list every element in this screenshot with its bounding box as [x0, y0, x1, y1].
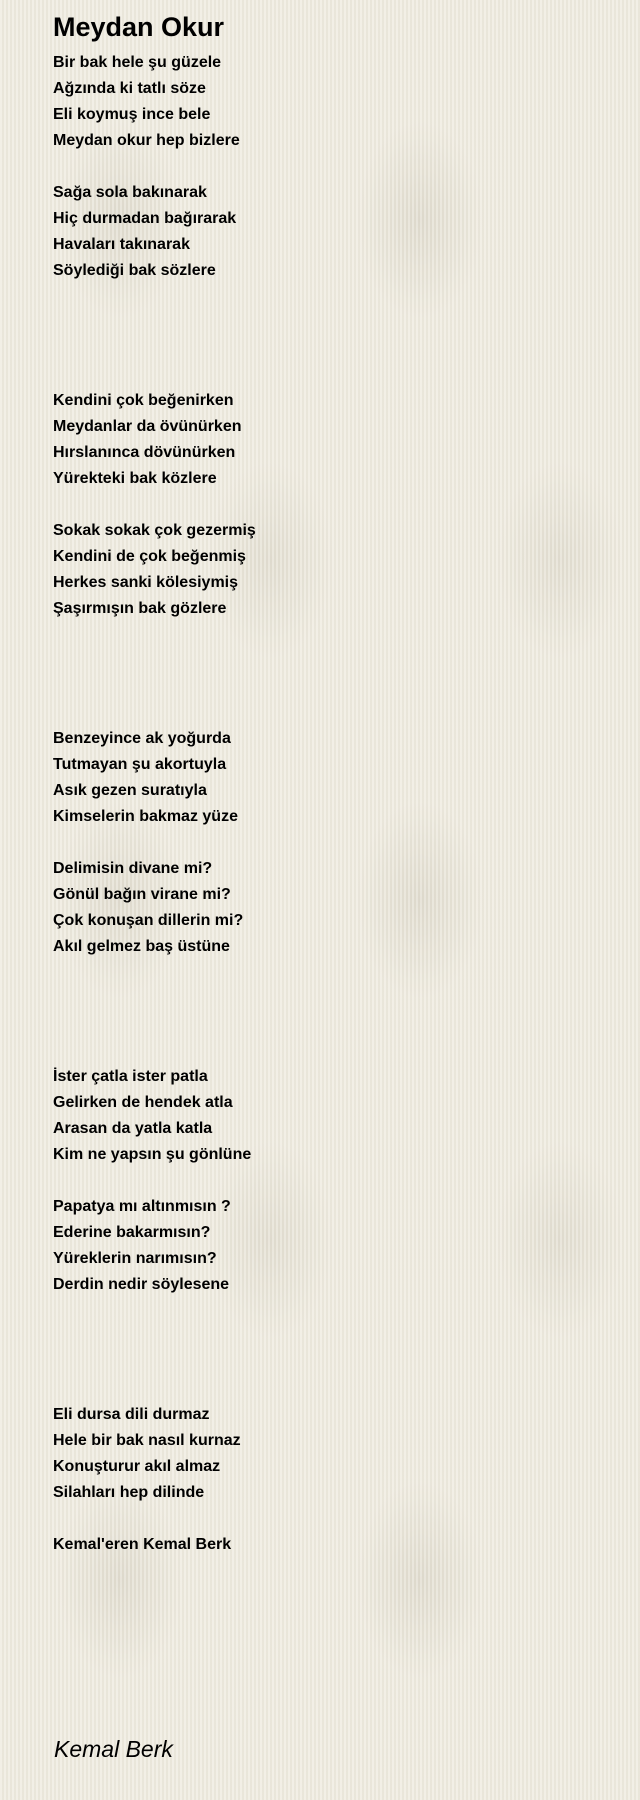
stanza-spacer [53, 830, 613, 856]
poem-title: Meydan Okur [53, 12, 225, 42]
poem-stanza-1 [53, 50, 613, 154]
poem-stanza-6 [53, 856, 613, 960]
poem-line: Hiç durmadan bağırarak [53, 210, 237, 227]
stanza-spacer [53, 1168, 613, 1194]
poem-stanza-2 [53, 180, 613, 284]
poem-line: Hele bir bak nasıl kurnaz [53, 1432, 241, 1449]
poem-line: Kendini çok beğenirken [53, 392, 234, 409]
poem-signature-line: Kemal'eren Kemal Berk [53, 1536, 232, 1553]
poem-line: Bir bak hele şu güzele [53, 54, 222, 71]
poem-line: Yüreklerin narımısın? [53, 1250, 217, 1267]
poem-line: Tutmayan şu akortuyla [53, 756, 227, 773]
poem-line: Konuşturur akıl almaz [53, 1458, 221, 1475]
poem-line: İster çatla ister patla [53, 1068, 208, 1085]
poem-line: Benzeyince ak yoğurda [53, 730, 231, 747]
stanza-spacer [53, 154, 613, 180]
poem-line: Ederine bakarmısın? [53, 1224, 211, 1241]
poem-author: Kemal Berk [54, 1736, 173, 1762]
verse-spacer [53, 960, 613, 1064]
verse-spacer [53, 284, 613, 388]
poem-line: Derdin nedir söylesene [53, 1276, 230, 1293]
poem-line: Kendini de çok beğenmiş [53, 548, 246, 565]
poem-container [53, 8, 613, 1558]
poem-line: Meydan okur hep bizlere [53, 132, 240, 149]
poem-line: Eli dursa dili durmaz [53, 1406, 210, 1423]
poem-line: Sağa sola bakınarak [53, 184, 207, 201]
poem-line: Akıl gelmez baş üstüne [53, 938, 230, 955]
poem-line: Papatya mı altınmısın ? [53, 1198, 231, 1215]
poem-line: Ağzında ki tatlı söze [53, 80, 206, 97]
poem-line: Arasan da yatla katla [53, 1120, 213, 1137]
poem-line: Delimisin divane mi? [53, 860, 213, 877]
poem-line: Çok konuşan dillerin mi? [53, 912, 244, 929]
poem-stanza-9 [53, 1402, 613, 1506]
poem-line: Gönül bağın virane mi? [53, 886, 231, 903]
poem-line: Sokak sokak çok gezermiş [53, 522, 256, 539]
poem-line: Eli koymuş ince bele [53, 106, 211, 123]
stanza-spacer [53, 1506, 613, 1532]
poem-line: Kim ne yapsın şu gönlüne [53, 1146, 252, 1163]
poem-line: Yürekteki bak közlere [53, 470, 217, 487]
poem-line: Meydanlar da övünürken [53, 418, 242, 435]
poem-stanza-8 [53, 1194, 613, 1298]
poem-stanza-7 [53, 1064, 613, 1168]
poem-line: Havaları takınarak [53, 236, 190, 253]
stanza-spacer [53, 492, 613, 518]
poem-line: Asık gezen suratıyla [53, 782, 207, 799]
poem-line: Söylediği bak sözlere [53, 262, 216, 279]
poem-line: Gelirken de hendek atla [53, 1094, 233, 1111]
poem-line: Silahları hep dilinde [53, 1484, 205, 1501]
poem-line: Herkes sanki kölesiymiş [53, 574, 239, 591]
poem-line: Şaşırmışın bak gözlere [53, 600, 227, 617]
poem-stanza-10 [53, 1532, 613, 1558]
verse-spacer [53, 1298, 613, 1402]
poem-stanza-4 [53, 518, 613, 622]
poem-line: Kimselerin bakmaz yüze [53, 808, 238, 825]
poem-line: Hırslanınca dövünürken [53, 444, 236, 461]
poem-stanza-3 [53, 388, 613, 492]
poem-stanza-5 [53, 726, 613, 830]
verse-spacer [53, 622, 613, 726]
